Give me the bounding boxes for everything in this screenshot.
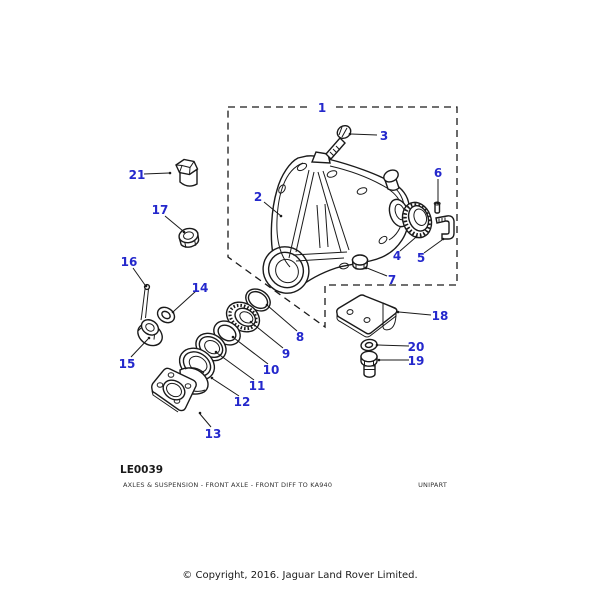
breather-pipe-item5: [436, 216, 454, 239]
callout-6[interactable]: 6: [433, 166, 443, 180]
callout-5[interactable]: 5: [416, 251, 426, 265]
copyright-notice: © Copyright, 2016. Jaguar Land Rover Limited.: [182, 570, 418, 581]
callout-12[interactable]: 12: [233, 395, 251, 409]
callout-3[interactable]: 3: [379, 129, 389, 143]
bracket-item18: [337, 295, 397, 337]
callout-13[interactable]: 13: [204, 427, 222, 441]
callout-20[interactable]: 20: [407, 340, 425, 354]
callout-8[interactable]: 8: [295, 330, 305, 344]
drawing-code: LE0039: [120, 464, 164, 476]
brand-label: UNIPART: [418, 481, 447, 489]
washer-item14: [155, 304, 178, 326]
bolt-item19: [361, 351, 377, 377]
callout-14[interactable]: 14: [191, 281, 209, 295]
flange-item13: [152, 368, 208, 412]
callout-15[interactable]: 15: [118, 357, 136, 371]
callout-21[interactable]: 21: [128, 168, 146, 182]
callout-4[interactable]: 4: [392, 249, 402, 263]
callout-1[interactable]: 1: [317, 101, 327, 115]
callout-10[interactable]: 10: [262, 363, 280, 377]
callout-7[interactable]: 7: [387, 273, 397, 287]
split-pin-item16: [141, 285, 149, 320]
callout-18[interactable]: 18: [431, 309, 449, 323]
drawing-caption: AXLES & SUSPENSION - FRONT AXLE - FRONT DIFF TO KA940: [123, 481, 333, 489]
bolt-item3: [326, 123, 353, 159]
callout-11[interactable]: 11: [248, 379, 266, 393]
callout-16[interactable]: 16: [120, 255, 138, 269]
callout-9[interactable]: 9: [281, 347, 291, 361]
washer-item20: [360, 338, 377, 351]
callout-19[interactable]: 19: [407, 354, 425, 368]
callout-17[interactable]: 17: [151, 203, 169, 217]
callout-2[interactable]: 2: [253, 190, 263, 204]
plug-item21: [176, 160, 198, 187]
